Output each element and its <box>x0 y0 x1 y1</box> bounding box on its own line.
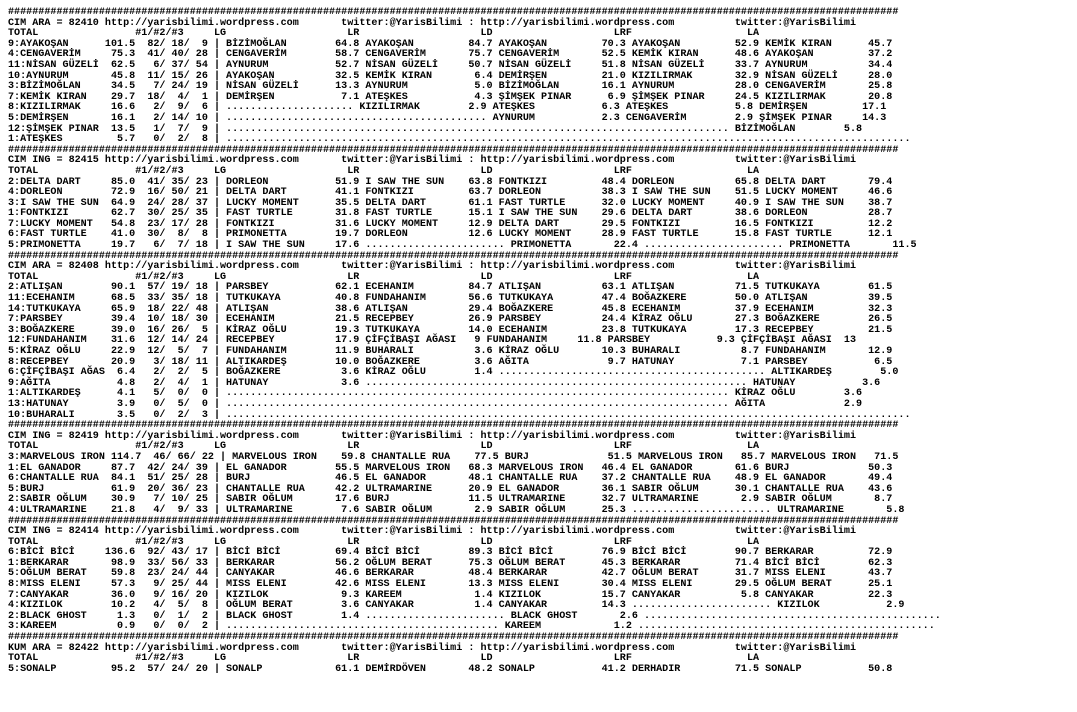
text-line: TOTAL #1/#2/#3 LG LR LD LRF LA <box>8 441 760 453</box>
race-stats-text <box>8 8 941 675</box>
text-line: 3:BİZİMOĞLAN 34.5 7/ 24/ 19 | NİSAN GÜZELİ 13.3 AYNURUM 5.0 BİZİMOĞLAN 16.1 AYNURUM 28.0 CENGAVERİM 25.8 <box>8 81 893 93</box>
text-line: 5:OĞLUM BERAT 59.8 23/ 24/ 44 | CANYAKAR 46.6 BERKARAR 48.4 BERKARAR 42.7 OĞLUM BERAT 31.7 MISS ELENI 43.7 <box>8 568 893 580</box>
text-line: ################################################################################################################################################### <box>8 7 899 18</box>
text-line: 10:AYNURUM 45.8 11/ 15/ 26 | AYAKOŞAN 32.5 KEMİK KIRAN 6.4 DEMİRŞEN 21.0 KIZILIRMAK 32.9 NİSAN GÜZELİ 28.0 <box>8 70 893 82</box>
text-line: 8:RECEPBEY 20.9 3/ 18/ 11 | ALTIKARDEŞ 10.0 BOĞAZKERE 3.6 AĞITA 9.7 HATUNAY 7.1 PARSBEY 6.5 <box>8 356 893 368</box>
text-line: 6:ÇİFÇİBAŞI AĞAS 6.4 2/ 2/ 5 | BOĞAZKERE 3.6 KİRAZ OĞLU 1.4 ............................................ ALTIKARDEŞ 5.0 <box>8 367 899 379</box>
text-line: CIM ING = 82419 http://yarisbilimi.wordpress.com twitter:@YarisBilimi : http://yarisbilimi.wordpress.com twitter:@YarisBilimi <box>8 430 857 442</box>
text-line: KUM ARA = 82422 http://yarisbilimi.wordpress.com twitter:@YarisBilimi : http://yarisbilimi.wordpress.com twitter:@YarisBilimi <box>8 642 857 654</box>
text-line: TOTAL #1/#2/#3 LG LR LD LRF LA <box>8 165 760 177</box>
text-line: TOTAL #1/#2/#3 LG LR LD LRF LA <box>8 28 760 40</box>
text-line: 2:ATLIŞAN 90.1 57/ 19/ 18 | PARSBEY 62.1 ECEHANIM 84.7 ATLIŞAN 63.1 ATLIŞAN 71.5 TUTKUKAYA 61.5 <box>8 282 893 294</box>
text-line: CIM ARA = 82410 http://yarisbilimi.wordpress.com twitter:@YarisBilimi : http://yarisbilimi.wordpress.com twitter:@YarisBilimi <box>8 17 857 29</box>
text-line: 7:LUCKY MOMENT 54.8 23/ 17/ 28 | FONTKIZI 31.6 LUCKY MOMENT 12.9 DELTA DART 29.5 FONTKIZI 16.5 FONTKIZI 12.2 <box>8 218 893 230</box>
text-line: 3:KAREEM 0.9 0/ 0/ 2 | ............................................. KAREEM 1.2 ................................................. <box>8 621 935 633</box>
text-line: 4:KIZILOK 10.2 4/ 5/ 8 | OĞLUM BERAT 3.6 CANYAKAR 1.4 CANYAKAR 14.3 ....................... KIZILOK 2.9 <box>8 600 905 612</box>
text-line: ################################################################################################################################################### <box>8 420 899 432</box>
text-line: 4:ULTRAMARINE 21.8 4/ 9/ 33 | ULTRAMARINE 7.6 SABIR OĞLUM 2.9 SABIR OĞLUM 25.3 ....................... ULTRAMARINE 5.8 <box>8 504 905 516</box>
text-line: 11:ECEHANIM 68.5 33/ 35/ 18 | TUTKUKAYA 40.8 FUNDAHANIM 56.6 TUTKUKAYA 47.4 BOĞAZKERE 50.0 ATLIŞAN 39.5 <box>8 293 893 305</box>
text-line: 2:SABIR OĞLUM 30.9 7/ 10/ 25 | SABIR OĞLUM 17.6 BURJ 11.5 ULTRAMARINE 32.7 ULTRAMARINE 2.9 SABIR OĞLUM 8.7 <box>8 494 893 506</box>
text-line: ################################################################################################################################################### <box>8 250 899 262</box>
text-line: 12:ŞİMŞEK PINAR 13.5 1/ 7/ 9 | ................................................................................... BİZİMOĞLAN 5.8 <box>8 123 863 135</box>
text-line: 5:SONALP 95.2 57/ 24/ 20 | SONALP 61.1 DEMİRDÖVEN 48.2 SONALP 41.2 DERHADIR 71.5 SONALP 50.8 <box>8 663 893 675</box>
text-line: 1:FONTKIZI 62.7 30/ 25/ 35 | FAST TURTLE 31.8 FAST TURTLE 15.1 I SAW THE SUN 29.6 DELTA DART 38.6 DORLEON 28.7 <box>8 208 893 220</box>
text-line: 8:KIZILIRMAK 16.6 2/ 9/ 6 | ..................... KIZILIRMAK 2.9 ATEŞKES 6.3 ATEŞKES 5.8 DEMİRŞEN 17.1 <box>8 102 887 114</box>
text-line: ################################################################################################################################################### <box>8 632 899 644</box>
text-line: 1:EL GANADOR 87.7 42/ 24/ 39 | EL GANADOR 55.5 MARVELOUS IRON 68.3 MARVELOUS IRON 46.4 EL GANADOR 61.6 BURJ 50.3 <box>8 462 893 474</box>
text-line: 10:BUHARALI 3.5 0/ 2/ 3 | ................................................................................................................. <box>8 409 911 421</box>
text-line: 8:MISS ELENI 57.3 9/ 25/ 44 | MISS ELENI 42.6 MISS ELENI 13.3 MISS ELENI 30.4 MISS ELENI 29.5 OĞLUM BERAT 25.1 <box>8 579 893 591</box>
text-line: 1:BERKARAR 98.9 33/ 56/ 33 | BERKARAR 56.2 OĞLUM BERAT 75.3 OĞLUM BERAT 45.3 BERKARAR 71.4 BİCİ BİCİ 62.3 <box>8 557 893 569</box>
text-line: 11:NİSAN GÜZELİ 62.5 6/ 37/ 54 | AYNURUM 52.7 NİSAN GÜZELİ 50.7 NİSAN GÜZELİ 51.8 NİSAN GÜZELİ 33.7 AYNURUM 34.4 <box>8 59 893 71</box>
text-line: 6:BİCİ BİCİ 136.6 92/ 43/ 17 | BİCİ BİCİ 69.4 BİCİ BİCİ 89.3 BİCİ BİCİ 76.9 BİCİ BİCİ 90.7 BERKARAR 72.9 <box>8 547 893 559</box>
text-line: 3:MARVELOUS IRON 114.7 46/ 66/ 22 | MARVELOUS IRON 59.8 CHANTALLE RUA 77.5 BURJ 51.5 MARVELOUS IRON 85.7 MARVELOUS IRON 71.5 <box>8 451 899 463</box>
text-line: 1:ATEŞKES 5.7 0/ 2/ 8 | ................................................................................................................. <box>8 134 911 146</box>
text-line: TOTAL #1/#2/#3 LG LR LD LRF LA <box>8 536 760 548</box>
text-line: CIM ING = 82414 http://yarisbilimi.wordpress.com twitter:@YarisBilimi : http://yarisbilimi.wordpress.com twitter:@YarisBilimi <box>8 526 857 538</box>
text-line: 1:ALTIKARDEŞ 4.1 5/ 0/ 0 | ................................................................................... KİRAZ OĞLU 3.6 <box>8 388 863 400</box>
text-line: 3:BOĞAZKERE 39.0 16/ 26/ 5 | KİRAZ OĞLU 19.3 TUTKUKAYA 14.0 ECEHANIM 23.8 TUTKUKAYA 17.3 RECEPBEY 21.5 <box>8 324 893 336</box>
text-line: 7:CANYAKAR 36.0 9/ 16/ 20 | KIZILOK 9.3 KAREEM 1.4 KIZILOK 15.7 CANYAKAR 5.8 CANYAKAR 22.3 <box>8 589 893 601</box>
text-line: 2:DELTA DART 85.0 41/ 35/ 23 | DORLEON 51.9 I SAW THE SUN 63.8 FONTKIZI 48.4 DORLEON 65.8 DELTA DART 79.4 <box>8 176 893 188</box>
text-line: 4:CENGAVERİM 75.3 41/ 40/ 28 | CENGAVERİM 58.7 CENGAVERİM 75.7 CENGAVERİM 52.5 KEMİK KIRAN 48.6 AYAKOŞAN 37.2 <box>8 49 893 61</box>
text-line: TOTAL #1/#2/#3 LG LR LD LRF LA <box>8 271 760 283</box>
text-line: ################################################################################################################################################### <box>8 515 899 527</box>
text-line: 12:FUNDAHANIM 31.6 12/ 14/ 24 | RECEPBEY 17.9 ÇİFÇİBAŞI AĞASI 9 FUNDAHANIM 11.8 PARSBEY 9.3 ÇİFÇİBAŞI AĞASI 13 <box>8 335 857 347</box>
text-line: 5:PRIMONETTA 19.7 6/ 7/ 18 | I SAW THE SUN 17.6 ....................... PRIMONETTA 22.4 ....................... PRIMONETTA 11.5 <box>8 240 917 252</box>
text-line: 4:DORLEON 72.9 16/ 50/ 21 | DELTA DART 41.1 FONTKIZI 63.7 DORLEON 38.3 I SAW THE SUN 51.5 LUCKY MOMENT 46.6 <box>8 187 893 199</box>
text-line: 9:AYAKOŞAN 101.5 82/ 18/ 9 | BİZİMOĞLAN 64.8 AYAKOŞAN 84.7 AYAKOŞAN 70.3 AYAKOŞAN 52.9 KEMİK KIRAN 45.7 <box>8 38 893 50</box>
text-line: 9:AĞITA 4.8 2/ 4/ 1 | HATUNAY 3.6 ............................................................... HATUNAY 3.6 <box>8 377 881 389</box>
text-line: 5:DEMİRŞEN 16.1 2/ 14/ 10 | ........................................... AYNURUM 2.3 CENGAVERİM 2.9 ŞİMŞEK PINAR 14.3 <box>8 112 887 124</box>
text-line: TOTAL #1/#2/#3 LG LR LD LRF LA <box>8 653 760 665</box>
text-line: 13:HATUNAY 3.9 0/ 5/ 0 | ................................................................................... AĞITA 2.9 <box>8 398 863 410</box>
text-line: 2:BLACK GHOST 1.3 0/ 1/ 2 | BLACK GHOST 1.4 ....................... BLACK GHOST 2.6 ................................................. <box>8 610 941 622</box>
text-line: 14:TUTKUKAYA 65.9 18/ 22/ 48 | ATLIŞAN 38.6 ATLIŞAN 29.4 BOĞAZKERE 45.8 ECEHANIM 37.9 ECEHANIM 32.3 <box>8 303 893 315</box>
text-line: CIM ARA = 82408 http://yarisbilimi.wordpress.com twitter:@YarisBilimi : http://yarisbilimi.wordpress.com twitter:@YarisBilimi <box>8 261 857 273</box>
text-line: CIM ING = 82415 http://yarisbilimi.wordpress.com twitter:@YarisBilimi : http://yarisbilimi.wordpress.com twitter:@YarisBilimi <box>8 155 857 167</box>
text-line: 6:FAST TURTLE 41.0 30/ 8/ 8 | PRIMONETTA 19.7 DORLEON 12.6 LUCKY MOMENT 28.9 FAST TURTLE 15.8 FAST TURTLE 12.1 <box>8 229 893 241</box>
text-line: 7:KEMİK KIRAN 29.7 18/ 4/ 1 | DEMİRŞEN 7.1 ATEŞKES 4.3 ŞİMŞEK PINAR 6.9 ŞİMŞEK PINAR 24.5 KIZILIRMAK 20.8 <box>8 91 893 103</box>
text-line: 5:BURJ 61.9 20/ 36/ 23 | CHANTALLE RUA 42.2 ULTRAMARINE 20.9 EL GANADOR 36.1 SABIR OĞLUM 30.1 CHANTALLE RUA 43.6 <box>8 483 893 495</box>
text-line: 6:CHANTALLE RUA 84.1 51/ 25/ 28 | BURJ 46.5 EL GANADOR 48.1 CHANTALLE RUA 37.2 CHANTALLE RUA 48.9 EL GANADOR 49.4 <box>8 473 893 485</box>
text-line: 3:I SAW THE SUN 64.9 24/ 28/ 37 | LUCKY MOMENT 35.5 DELTA DART 61.1 FAST TURTLE 32.0 LUCKY MOMENT 40.9 I SAW THE SUN 38.7 <box>8 197 893 209</box>
text-line: 5:KİRAZ OĞLU 22.9 12/ 5/ 7 | FUNDAHANIM 11.9 BUHARALI 3.6 KİRAZ OĞLU 10.3 BUHARALI 8.7 FUNDAHANIM 12.9 <box>8 346 893 357</box>
text-line: 7:PARSBEY 39.4 10/ 18/ 30 | ECEHANIM 21.5 RECEPBEY 26.9 PARSBEY 24.4 KİRAZ OĞLU 27.3 BOĞAZKERE 26.5 <box>8 314 893 326</box>
text-line: ################################################################################################################################################### <box>8 144 899 156</box>
